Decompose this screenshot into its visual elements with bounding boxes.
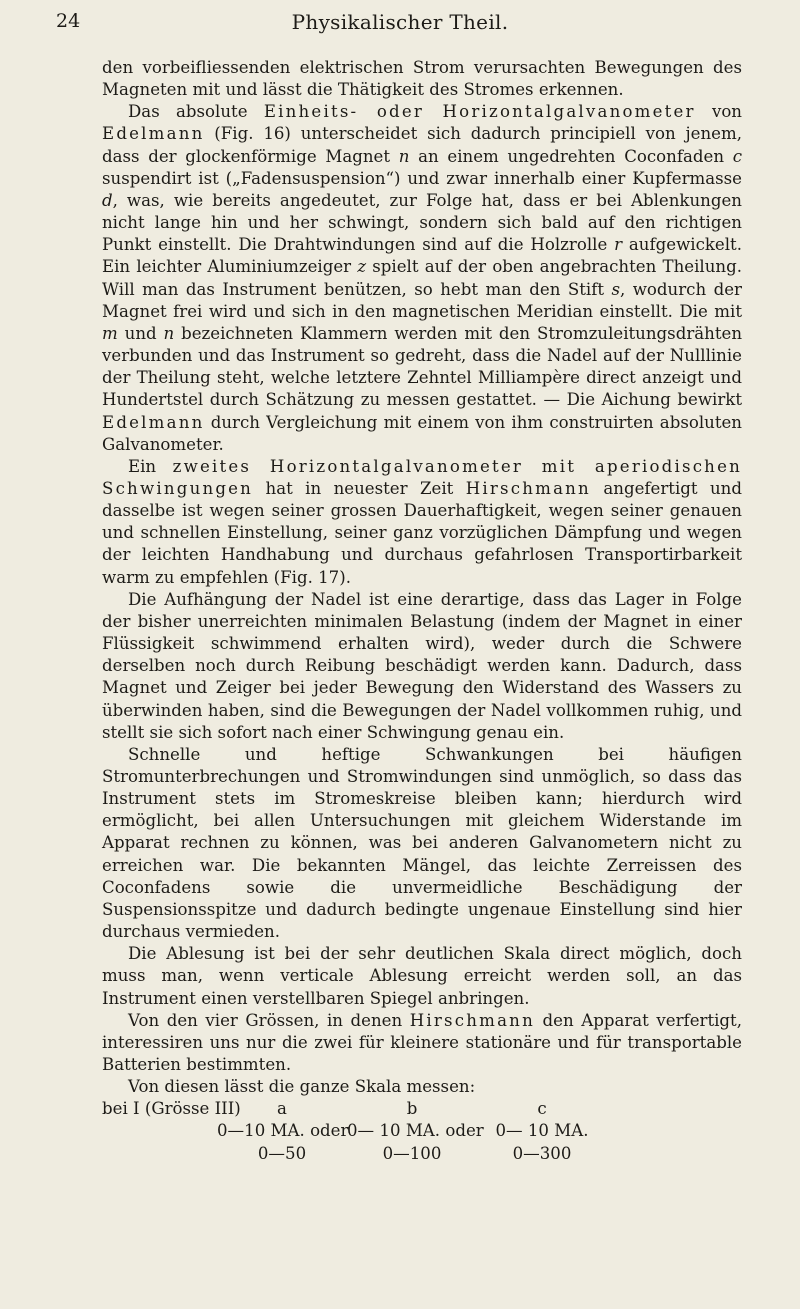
text-run: Ein xyxy=(128,456,173,476)
table-spacer xyxy=(102,1120,217,1142)
text-run: , was, wie bereits angedeutet, zur Folge hat, dass er bei Ablenkungen nicht lange hin und her schwingt, sondern sich bald auf den richtigen Punkt einstellt. Die Drahtwindungen sind auf die Holzrolle xyxy=(102,190,742,255)
text-run: , wodurch der Magnet frei wird und sich in den magnetischen Meridian einstellt. Die mit xyxy=(102,279,742,321)
paragraph xyxy=(102,943,742,1009)
table-cell: 0— 10 MA. oder xyxy=(347,1121,484,1141)
spaced-name: Hirschmann xyxy=(409,1010,535,1030)
table-col-label: b xyxy=(406,1099,418,1119)
paragraph xyxy=(102,456,742,589)
italic-variable: d xyxy=(102,190,113,210)
table-row xyxy=(102,1143,742,1165)
text-run: aufgewickelt. Ein leichter Aluminiumzeiger xyxy=(102,235,743,277)
table-cell: 0—10 MA. oder xyxy=(217,1121,349,1141)
table-cell: 0—50 xyxy=(257,1143,307,1163)
text-run: den vorbeifliessenden elektrischen Strom verursachten Bewegungen des Magneten mit und lässt die Thätigkeit des Stromes erkennen. xyxy=(102,58,742,100)
italic-variable: z xyxy=(357,257,367,277)
table-spacer xyxy=(102,1143,217,1165)
scale-table xyxy=(102,1098,742,1164)
italic-variable: n xyxy=(163,323,175,343)
paragraph xyxy=(102,57,742,101)
running-head: Physikalischer Theil. xyxy=(291,10,509,34)
table-cell: 0—300 xyxy=(512,1143,572,1163)
spaced-name: Edelmann xyxy=(102,124,205,144)
table-cell: 0— 10 MA. xyxy=(495,1121,589,1141)
italic-variable: c xyxy=(732,146,743,166)
page-header xyxy=(0,10,800,40)
italic-variable: n xyxy=(398,146,410,166)
text-run: Das absolute xyxy=(128,102,264,122)
text-run: und xyxy=(117,323,164,343)
text-run: Schnelle und heftige Schwankungen bei häufigen Stromunterbrechungen und Stromwindungen sind unmöglich, so dass das Instrument stets im Stromeskreise bleiben kann; hierdurch wird ermöglicht, bei allen Untersuchungen mit gleichem Widerstande im Apparat rechnen zu können, was bei anderen Galvanometern nicht zu erreichen war. Die bekannten Mängel, das leichte Zerreissen des Coconfadens sowie die unvermeidliche Beschädigung der Suspensionsspitze und dadurch bedingte ungenaue Einstellung sind hier durchaus vermieden. xyxy=(102,744,742,942)
table-row xyxy=(102,1120,742,1142)
paragraph xyxy=(102,1076,742,1098)
body-text xyxy=(102,57,742,1165)
text-run: an einem ungedrehten Coconfaden xyxy=(409,146,733,166)
text-run: durch Vergleichung mit einem von ihm construirten absoluten Galvanometer. xyxy=(102,412,742,454)
page-number: 24 xyxy=(56,10,81,32)
spaced-term: zweites Horizontalgalvanometer mit aperiodischen Schwingungen xyxy=(102,456,742,498)
paragraph xyxy=(102,744,742,943)
text-run: spielt auf der oben angebrachten Theilung. Will man das Instrument benützen, so hebt man den Stift xyxy=(102,257,742,299)
text-run: Von diesen lässt die ganze Skala messen: xyxy=(128,1077,476,1097)
text-run: von xyxy=(695,102,742,122)
text-run: hat in neuester Zeit xyxy=(253,478,466,498)
italic-variable: m xyxy=(102,323,118,343)
paragraph xyxy=(102,589,742,744)
paragraph xyxy=(102,1010,742,1076)
table-cell: 0—100 xyxy=(382,1143,442,1163)
spaced-term: Einheits- oder Horizontalgalvanometer xyxy=(263,102,696,122)
text-run: suspendirt ist („Fadensuspension“) und zwar innerhalb einer Kupfermasse xyxy=(102,168,742,188)
table-col-label: c xyxy=(537,1099,547,1119)
table-lead: bei I (Grösse III) xyxy=(102,1099,241,1119)
text-run: Von den vier Grössen, in denen xyxy=(128,1010,410,1030)
spaced-name: Hirschmann xyxy=(465,478,591,498)
text-run: den Apparat verfertigt, interessiren uns nur die zwei für kleinere stationäre und für transportable Batterien bestimmten. xyxy=(102,1010,742,1075)
text-run: (Fig. 16) unterscheidet sich dadurch principiell von jenem, dass der glockenförmige Magnet xyxy=(102,124,742,166)
text-run: Die Aufhängung der Nadel ist eine derartige, dass das Lager in Folge der bisher unerreichten minimalen Belastung (indem der Magnet in einer Flüssigkeit schwimmend erhalten wird), weder durch die Schwere derselben noch durch Reibung beschädigt werden kann. Dadurch, dass Magnet und Zeiger bei jeder Bewegung den Widerstand des Wassers zu überwinden haben, sind die Bewegungen der Nadel vollkommen ruhig, und stellt sie sich sofort nach einer Schwingung genau ein. xyxy=(102,589,742,742)
table-header-row xyxy=(102,1098,742,1120)
italic-variable: s xyxy=(611,279,620,299)
spaced-name: Edelmann xyxy=(102,412,205,432)
text-run: bezeichneten Klammern werden mit den Stromzuleitungsdrähten verbunden und das Instrument so gedreht, dass die Nadel auf der Nulllinie der Theilung steht, welche letztere Zehntel Milliampère direct anzeigt und Hundertstel durch Schätzung zu messen gestattet. — Die Aichung bewirkt xyxy=(102,323,743,410)
italic-variable: r xyxy=(614,235,623,255)
text-run: Die Ablesung ist bei der sehr deutlichen Skala direct möglich, doch muss man, wenn verticale Ablesung erreicht werden soll, an das Instrument einen verstellbaren Spiegel anbringen. xyxy=(102,944,742,1008)
table-col-label: a xyxy=(277,1099,287,1119)
paragraph xyxy=(102,101,742,456)
text-run: angefertigt und dasselbe ist wegen seiner grossen Dauerhaftigkeit, wegen seiner genauen und schnellen Einstellung, seiner ganz vorzüglichen Dämpfung und wegen der leichten Handhabung und durchaus gefahrlosen Transportirbarkeit warm zu empfehlen (Fig. 17). xyxy=(102,478,742,587)
